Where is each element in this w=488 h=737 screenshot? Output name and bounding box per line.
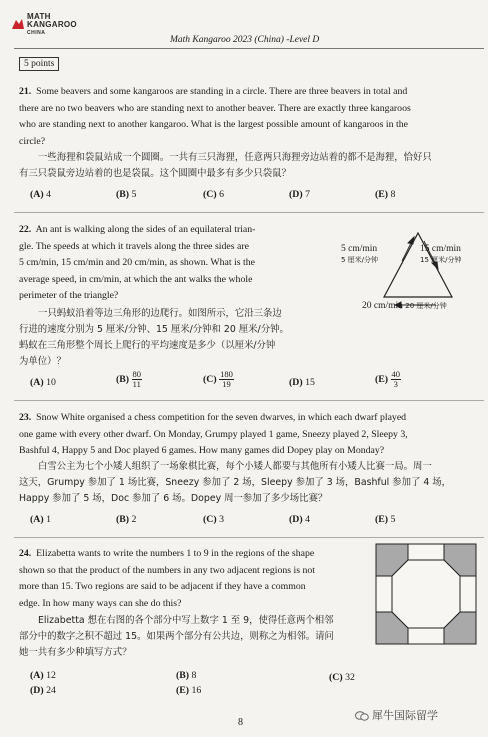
q23-number: 23. bbox=[19, 412, 32, 423]
logo-line-1: MATH bbox=[27, 12, 51, 21]
figure-bottom-label: 20 cm/min 20 厘米/分钟 bbox=[362, 301, 447, 311]
points-section-label: 5 points bbox=[19, 57, 59, 71]
header-rule bbox=[14, 48, 484, 49]
q24-option-a: (A) 12 bbox=[30, 670, 56, 681]
q21-line-3: who are standing next to another kangaroo. What is the largest possible amount of kangaroos in the bbox=[19, 119, 408, 130]
q23-option-b: (B) 2 bbox=[116, 514, 137, 525]
page-header-title: Math Kangaroo 2023 (China) -Level D bbox=[170, 35, 320, 45]
q21-zh-line-1: 一些海狸和袋鼠站成一个圆圈。一共有三只海狸，任意两只海狸旁边站着的都不是海狸，恰好只 bbox=[38, 152, 432, 163]
q24-option-c: (C) 32 bbox=[329, 672, 355, 683]
octagon-regions-figure bbox=[372, 540, 480, 648]
q21-line-4: circle? bbox=[19, 135, 46, 147]
watermark: 犀牛国际留学 bbox=[355, 707, 438, 723]
q23-option-a: (A) 1 bbox=[30, 514, 51, 525]
q21-option-c: (C) 6 bbox=[203, 189, 224, 200]
q24-text-en: 24. Elizabetta wants to write the numbers 1 to 9 in the regions of the shape shown so that the product of the numbers in any two adjacent regions is not more than 15. Two regions are said to be adjacent if they have a common edge. In how many ways can she do this? bbox=[19, 548, 316, 609]
q24-option-e: (E) 16 bbox=[176, 685, 202, 696]
page-number: 8 bbox=[238, 717, 243, 728]
q24-number: 24. bbox=[19, 548, 32, 559]
logo-line-2: KANGAROO bbox=[27, 20, 77, 29]
q21-text-en bbox=[19, 84, 481, 150]
q22-option-c: (C) $\frac{180}{19}$ bbox=[203, 369, 233, 389]
divider-21-22 bbox=[14, 212, 484, 213]
q24-option-d: (D) 24 bbox=[30, 685, 56, 696]
kangaroo-logo-icon bbox=[11, 17, 25, 31]
q21-number: 21. bbox=[19, 86, 32, 97]
q23-text-zh: 白雪公主为七个小矮人组织了一场象棋比赛，每个小矮人都要与其他所有小矮人比赛一局。周一 这天，Grumpy 参加了 1 场比赛，Sneezy 参加了 2 场，Sleepy 参加了 3 场，Bashful 参加了 4 场， Happy 参加了 5 场，Doc 参加了 6 场。Dopey 周一参加了多少场比赛？ bbox=[19, 461, 452, 504]
q22-option-b: (B) $\frac{80}{11}$ bbox=[116, 369, 142, 389]
wechat-icon bbox=[355, 711, 369, 721]
q23-option-d: (D) 4 bbox=[289, 514, 310, 525]
q23-option-c: (C) 3 bbox=[203, 514, 224, 525]
q21-text-zh bbox=[19, 150, 484, 182]
divider-22-23 bbox=[14, 400, 484, 401]
q22-option-a: (A) 10 bbox=[30, 377, 56, 388]
q22-option-e: (E) $\frac{40}{3}$ bbox=[375, 369, 401, 389]
math-kangaroo-logo bbox=[11, 9, 91, 49]
q22-text-en: 22. An ant is walking along the sides of an equilateral trian- gle. The speeds at which it travels along the three sides are 5 cm/min, 15 cm/min and 20 cm/min, as shown. What is the average speed, in cm/min, at which the ant walks the whole perimeter of the triangle? bbox=[19, 224, 256, 301]
q21-zh-line-2: 有三只袋鼠旁边站着的也是袋鼠。这个圆圈中最多有多少只袋鼠？ bbox=[19, 168, 291, 179]
figure-left-label: 5 cm/min 5 厘米/分钟 bbox=[341, 244, 379, 264]
q24-option-b: (B) 8 bbox=[176, 670, 197, 681]
logo-line-3: CHINA bbox=[27, 30, 46, 36]
q22-number: 22. bbox=[19, 224, 32, 235]
q21-option-b: (B) 5 bbox=[116, 189, 137, 200]
q23-option-e: (E) 5 bbox=[375, 514, 396, 525]
divider-23-24 bbox=[14, 537, 484, 538]
q21-option-a: (A) 4 bbox=[30, 189, 51, 200]
q22-text-zh: 一只蚂蚁沿着等边三角形的边爬行。如图所示，它沿三条边 行进的速度分别为 5 厘米/分钟、15 厘米/分钟和 20 厘米/分钟。 蚂蚁在三角形整个周长上爬行的平均速度是多少（以厘米/分钟 为单位）？ bbox=[19, 308, 289, 367]
q21-option-d: (D) 7 bbox=[289, 189, 310, 200]
q24-text-zh: Elizabetta 想在右图的各个部分中写上数字 1 至 9，使得任意两个相邻 部分中的数字之积不超过 15。如果两个部分有公共边，则称之为相邻。请问 她一共有多少种填写方式？ bbox=[19, 615, 334, 658]
q21-line-1: Some beavers and some kangaroos are standing in a circle. There are three beavers in total and bbox=[36, 86, 408, 97]
q22-option-d: (D) 15 bbox=[289, 377, 315, 388]
q21-option-e: (E) 8 bbox=[375, 189, 396, 200]
figure-right-label: 15 cm/min 15 厘米/分钟 bbox=[420, 244, 462, 264]
q23-text-en: 23. Snow White organised a chess competition for the seven dwarves, in which each dwarf played one game with every other dwarf. On Monday, Grumpy played 1 game, Sneezy played 2, Sleepy 3, Bashful 4, Happy 5 and Doc played 6 games. How many games did Dopey play on Monday? bbox=[19, 412, 408, 456]
q21-line-2: there are no two beavers who are standing next to another beaver. There are exactly three kangaroos bbox=[19, 102, 411, 114]
